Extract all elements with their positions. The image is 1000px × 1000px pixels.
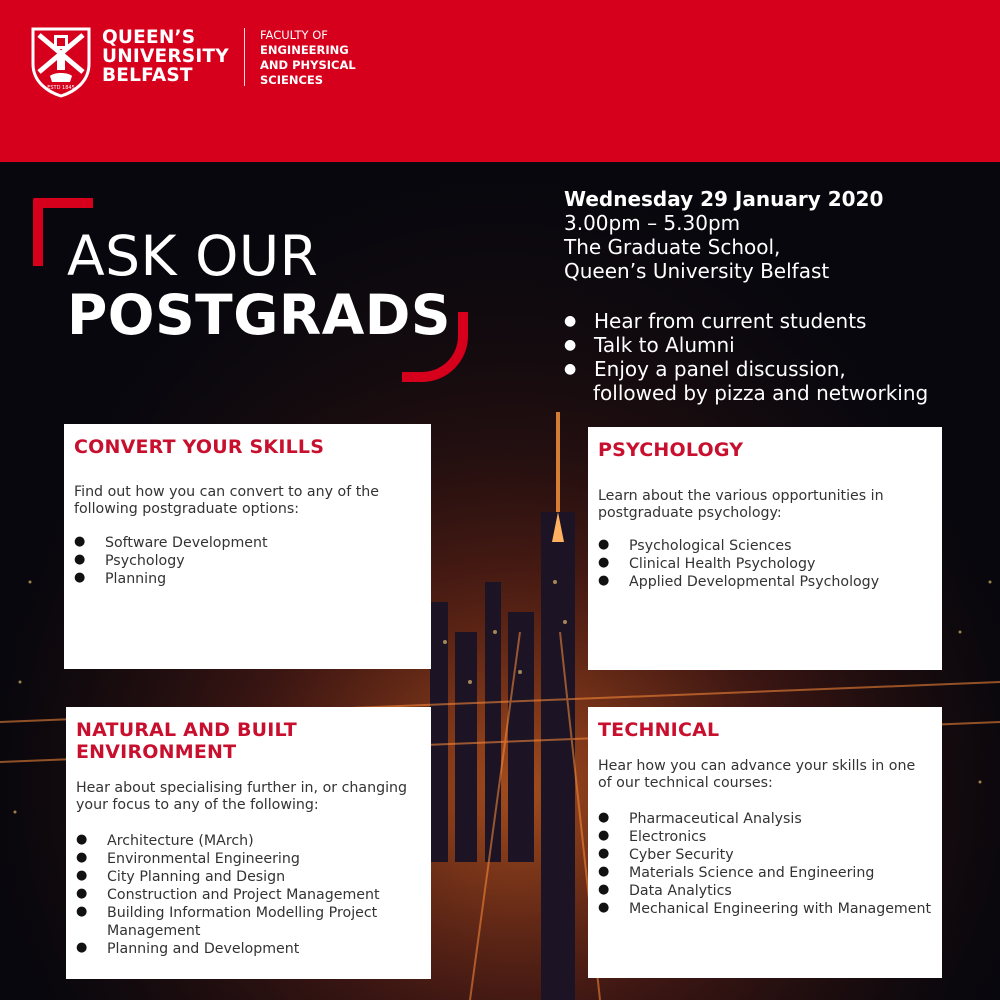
headline-line1: ASK OUR <box>67 224 319 288</box>
event-date: Wednesday 29 January 2020 <box>564 187 884 211</box>
card-heading: NATURAL AND BUILT ENVIRONMENT <box>76 719 297 763</box>
highlight-item: ● Hear from current students <box>564 309 928 333</box>
list-item: ● Construction and Project Management <box>76 886 421 904</box>
highlight-item: ● Enjoy a panel discussion, followed by pizza and networking <box>564 357 928 405</box>
card-convert-skills <box>64 424 431 669</box>
card-heading: CONVERT YOUR SKILLS <box>74 436 325 458</box>
logo-divider <box>244 28 245 86</box>
university-name-line: UNIVERSITY <box>102 46 229 67</box>
faculty-name-line: AND PHYSICAL <box>260 58 356 72</box>
card-intro: Find out how you can convert to any of the following postgraduate options: <box>74 484 379 517</box>
faculty-name <box>260 28 356 88</box>
highlight-continuation: followed by pizza and networking <box>593 381 929 405</box>
faculty-name-line: FACULTY OF <box>260 28 328 42</box>
list-item: ● Psychological Sciences <box>598 537 932 555</box>
event-details <box>564 187 883 283</box>
list-item: ● Software Development <box>74 534 421 552</box>
university-name-line: BELFAST <box>102 65 193 86</box>
card-list <box>74 534 421 588</box>
list-item: ● Mechanical Engineering with Management <box>598 900 932 918</box>
card-intro: Learn about the various opportunities in postgraduate psychology: <box>598 488 884 521</box>
card-heading: PSYCHOLOGY <box>598 439 744 461</box>
card-list <box>598 810 932 918</box>
headline-line2: POSTGRADS <box>67 283 452 347</box>
list-item: ● Clinical Health Psychology <box>598 555 932 573</box>
list-item: ● Planning <box>74 570 421 588</box>
card-list <box>76 832 421 958</box>
event-venue-line: The Graduate School, <box>564 235 781 259</box>
list-item: ● Pharmaceutical Analysis <box>598 810 932 828</box>
card-intro: Hear how you can advance your skills in one of our technical courses: <box>598 758 916 791</box>
list-item: ● Psychology <box>74 552 421 570</box>
university-name <box>102 28 229 85</box>
university-name-line: QUEEN’S <box>102 27 196 48</box>
list-item: ● Electronics <box>598 828 932 846</box>
list-item: ● Architecture (MArch) <box>76 832 421 850</box>
list-item: ● Materials Science and Engineering <box>598 864 932 882</box>
highlight-item: ● Talk to Alumni <box>564 333 928 357</box>
list-item: ● Applied Developmental Psychology <box>598 573 932 591</box>
list-item: ● Cyber Security <box>598 846 932 864</box>
university-crest-icon <box>30 26 92 98</box>
list-item: ● Environmental Engineering <box>76 850 421 868</box>
card-psychology <box>588 427 942 670</box>
card-technical <box>588 707 942 978</box>
event-venue-line: Queen’s University Belfast <box>564 259 830 283</box>
list-item: ● City Planning and Design <box>76 868 421 886</box>
list-item: ● Planning and Development <box>76 940 421 958</box>
faculty-name-line: SCIENCES <box>260 73 324 87</box>
card-list <box>598 537 932 591</box>
card-heading: TECHNICAL <box>598 719 720 741</box>
header-banner <box>0 0 1000 162</box>
svg-text:ESTD 1845: ESTD 1845 <box>47 85 75 91</box>
list-item: ● Data Analytics <box>598 882 932 900</box>
faculty-name-line: ENGINEERING <box>260 43 349 57</box>
card-intro: Hear about specialising further in, or changing your focus to any of the following: <box>76 780 408 813</box>
list-item: ● Building Information Modelling Project Management <box>76 904 421 940</box>
card-natural-built-environment <box>66 707 431 979</box>
event-highlights <box>564 309 928 405</box>
event-time: 3.00pm – 5.30pm <box>564 211 741 235</box>
